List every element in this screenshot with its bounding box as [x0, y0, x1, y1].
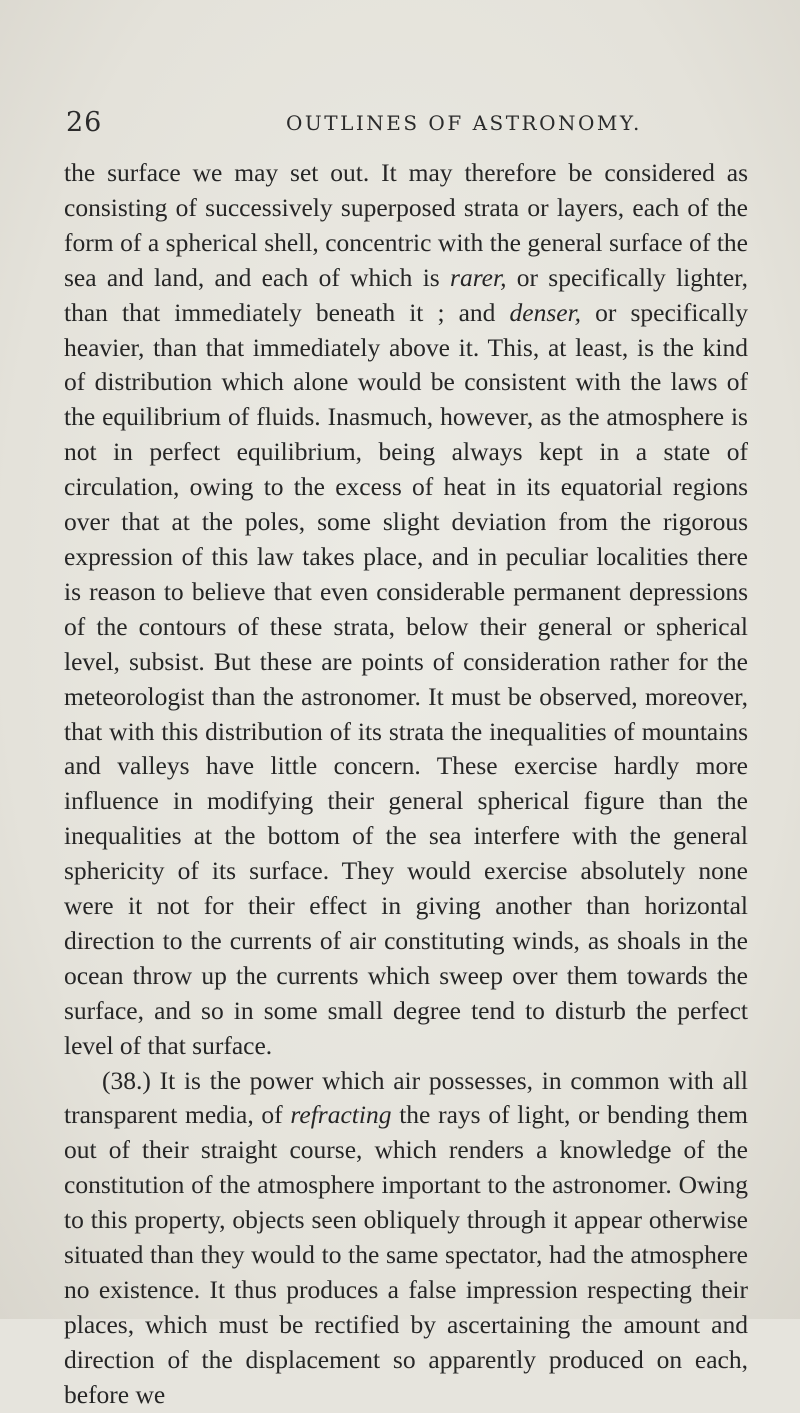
paragraph-38 — [64, 1064, 748, 1413]
page-header — [66, 107, 746, 141]
p1-text-2: or specifically lighter, than that immediately beneath it ; and — [64, 262, 749, 327]
p1-italic-denser: denser, — [509, 297, 582, 327]
running-head: OUTLINES OF ASTRONOMY. — [286, 111, 642, 135]
paragraph-continued — [64, 156, 748, 1064]
p2-italic-refracting: refracting — [290, 1100, 392, 1130]
p2-text-2: the rays of light, or bending them out of their straight course, which renders a knowledge of the constitution of the atmosphere important to the astronomer. Owing to this property, objects seen obliquely through it appear otherwise situated than they would to the same spectator, had the atmosphere no existence. It thus produces a false impression respecting their places, which must be rectified by ascertaining the amount and direction of the displacement so apparently produced on each, before we — [64, 1100, 749, 1409]
p1-italic-rarer: rarer, — [450, 262, 507, 292]
p1-text-3: or specifically heavier, than that immediately above it. This, at least, is the kind of distribution which alone would be consistent with the laws of the equilibrium of fluids. Inasmuch, however, as the atmosphere is not in perfect equilibrium, being always kept in a state of circulation, owing to the excess of heat in its equatorial regions over that at the poles, some slight deviation from the rigorous expression of this law takes place, and in peculiar localities there is reason to believe that even considerable permanent depressions of the contours of these strata, below their general or spherical level, subsist. But these are points of consideration rather for the meteorologist than the astronomer. It must be observed, moreover, that with this distribution of its strata the inequalities of mountains and valleys have little concern. These exercise hardly more influence in modifying their general spherical figure than the inequalities at the bottom of the sea interfere with the general sphericity of its surface. They would exercise absolutely none were it not for their effect in giving another than horizontal direction to the currents of air constituting winds, as shoals in the ocean throw up the currents which sweep over them towards the surface, and so in some small degree tend to disturb the perfect level of that surface. — [64, 297, 748, 1060]
p2-text-1: (38.) It is the power which air possesses, in common with all transparent media, of — [64, 1065, 748, 1130]
body-text — [64, 156, 748, 1413]
page-number: 26 — [66, 107, 103, 138]
p1-text-1: the surface we may set out. It may therefore be considered as consisting of successively superposed strata or layers, each of the form of a spherical shell, concentric with the general surface of the sea and land, and each of which is — [64, 158, 748, 292]
